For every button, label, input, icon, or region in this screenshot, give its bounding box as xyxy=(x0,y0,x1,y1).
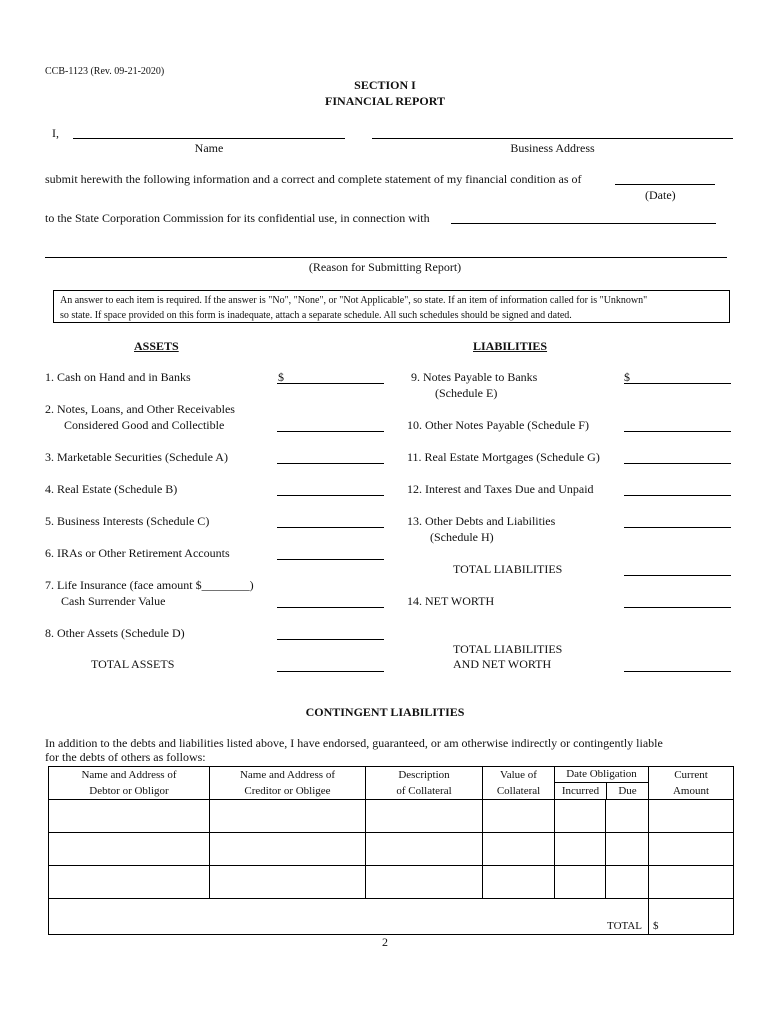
grand-total-label-cont: AND NET WORTH xyxy=(453,657,552,671)
contingent-liabilities-heading: CONTINGENT LIABILITIES xyxy=(305,705,465,719)
date-field-line[interactable] xyxy=(615,184,715,185)
notice-line-1: An answer to each item is required. If the answer is "No", "None", or "Not Applicable", so state. If an item of information called for is "Unknown" xyxy=(60,295,648,306)
contingent-intro-cont: for the debts of others as follows: xyxy=(45,750,206,764)
incurred-cell[interactable] xyxy=(555,800,606,833)
creditor-cell[interactable] xyxy=(210,866,366,899)
asset-item: 5. Business Interests (Schedule C) xyxy=(45,514,210,528)
value-cell[interactable] xyxy=(483,800,555,833)
col-value: Value of Collateral xyxy=(483,767,555,800)
net-worth-field[interactable] xyxy=(624,607,731,608)
page-number: 2 xyxy=(382,935,388,949)
liability-item: 9. Notes Payable to Banks xyxy=(411,370,538,384)
liability-item: 11. Real Estate Mortgages (Schedule G) xyxy=(407,450,600,464)
asset-item: 8. Other Assets (Schedule D) xyxy=(45,626,185,640)
business-address-field-line[interactable] xyxy=(372,138,733,139)
reason-label: (Reason for Submitting Report) xyxy=(308,260,462,274)
asset-amount-field[interactable] xyxy=(277,431,384,432)
liability-item: 13. Other Debts and Liabilities xyxy=(407,514,556,528)
name-field-line[interactable] xyxy=(73,138,345,139)
col-current-amount: Current Amount xyxy=(649,767,734,800)
total-liabilities-net-worth-field[interactable] xyxy=(624,671,731,672)
asset-item: 7. Life Insurance (face amount $________) xyxy=(45,578,254,592)
amount-cell[interactable] xyxy=(649,866,734,899)
total-assets-field[interactable] xyxy=(277,671,384,672)
section-heading: SECTION I xyxy=(354,78,416,92)
liabilities-heading: LIABILITIES xyxy=(473,339,548,353)
contingent-liabilities-table xyxy=(48,766,734,935)
col-description: Description of Collateral xyxy=(366,767,483,800)
incurred-cell[interactable] xyxy=(555,866,606,899)
debtor-cell[interactable] xyxy=(49,833,210,866)
asset-amount-field[interactable] xyxy=(277,639,384,640)
incurred-cell[interactable] xyxy=(555,833,606,866)
dollar-sign: $ xyxy=(653,920,659,932)
col-due: Due xyxy=(618,785,637,797)
liability-amount-field[interactable] xyxy=(624,431,731,432)
amount-cell[interactable] xyxy=(649,833,734,866)
asset-amount-field[interactable] xyxy=(277,383,384,384)
table-row xyxy=(49,800,734,833)
liability-amount-field[interactable] xyxy=(624,463,731,464)
liability-item-cont: (Schedule H) xyxy=(430,530,494,544)
instructions-notice xyxy=(53,290,730,323)
form-number: CCB-1123 (Rev. 09-21-2020) xyxy=(45,66,165,77)
liability-amount-field[interactable] xyxy=(624,495,731,496)
asset-amount-field[interactable] xyxy=(277,495,384,496)
business-address-label: Business Address xyxy=(510,141,595,155)
assets-heading: ASSETS xyxy=(134,339,179,353)
liability-item: 10. Other Notes Payable (Schedule F) xyxy=(407,418,589,432)
asset-item: 3. Marketable Securities (Schedule A) xyxy=(45,450,228,464)
name-label: Name xyxy=(194,141,224,155)
asset-amount-field[interactable] xyxy=(277,463,384,464)
total-liabilities-label: TOTAL LIABILITIES xyxy=(453,562,563,576)
grand-total-label: TOTAL LIABILITIES xyxy=(453,642,563,656)
creditor-cell[interactable] xyxy=(210,800,366,833)
page-title: FINANCIAL REPORT xyxy=(325,94,445,108)
col-debtor: Name and Address of Debtor or Obligor xyxy=(49,767,210,800)
total-amount-cell[interactable] xyxy=(649,899,734,935)
value-cell[interactable] xyxy=(483,833,555,866)
reason-field-line[interactable] xyxy=(45,257,727,258)
asset-amount-field[interactable] xyxy=(277,527,384,528)
contingent-intro: In addition to the debts and liabilities listed above, I have endorsed, guaranteed, or am otherwise indirectly or contingently liable xyxy=(45,736,663,750)
liability-item: 12. Interest and Taxes Due and Unpaid xyxy=(407,482,594,496)
dollar-sign: $ xyxy=(624,370,630,384)
asset-item-cont: Cash Surrender Value xyxy=(61,594,166,608)
description-cell[interactable] xyxy=(366,833,483,866)
asset-item: 2. Notes, Loans, and Other Receivables xyxy=(45,402,235,416)
due-cell[interactable] xyxy=(606,833,649,866)
asset-amount-field[interactable] xyxy=(277,607,384,608)
dollar-sign: $ xyxy=(278,370,284,384)
total-assets-label: TOTAL ASSETS xyxy=(91,657,175,671)
total-label: TOTAL xyxy=(49,899,649,935)
date-label: (Date) xyxy=(645,188,676,202)
col-incurred: Incurred xyxy=(555,783,607,799)
asset-item-cont: Considered Good and Collectible xyxy=(64,418,225,432)
connection-field-line[interactable] xyxy=(451,223,716,224)
col-creditor: Name and Address of Creditor or Obligee xyxy=(210,767,366,800)
liability-item-cont: (Schedule E) xyxy=(435,386,498,400)
description-cell[interactable] xyxy=(366,800,483,833)
debtor-cell[interactable] xyxy=(49,866,210,899)
total-row xyxy=(49,899,734,935)
due-cell[interactable] xyxy=(606,866,649,899)
asset-item: 6. IRAs or Other Retirement Accounts xyxy=(45,546,230,560)
due-cell[interactable] xyxy=(606,800,649,833)
net-worth-label: 14. NET WORTH xyxy=(407,594,495,608)
liability-amount-field[interactable] xyxy=(624,527,731,528)
submit-statement: submit herewith the following information and a correct and complete statement of my financial condition as of xyxy=(45,172,582,186)
date-obligation-label: Date Obligation xyxy=(555,767,648,783)
table-row xyxy=(49,833,734,866)
col-date-obligation xyxy=(555,767,649,800)
total-liabilities-field[interactable] xyxy=(624,575,731,576)
i-label: I, xyxy=(52,126,59,140)
amount-cell[interactable] xyxy=(649,800,734,833)
value-cell[interactable] xyxy=(483,866,555,899)
debtor-cell[interactable] xyxy=(49,800,210,833)
table-row xyxy=(49,866,734,899)
description-cell[interactable] xyxy=(366,866,483,899)
creditor-cell[interactable] xyxy=(210,833,366,866)
notice-line-2: so state. If space provided on this form is inadequate, attach a separate schedule. All such schedules should be signed and dated. xyxy=(60,310,572,321)
asset-amount-field[interactable] xyxy=(277,559,384,560)
commission-statement: to the State Corporation Commission for its confidential use, in connection with xyxy=(45,211,430,225)
liability-amount-field[interactable] xyxy=(624,383,731,384)
asset-item: 1. Cash on Hand and in Banks xyxy=(45,370,191,384)
asset-item: 4. Real Estate (Schedule B) xyxy=(45,482,178,496)
